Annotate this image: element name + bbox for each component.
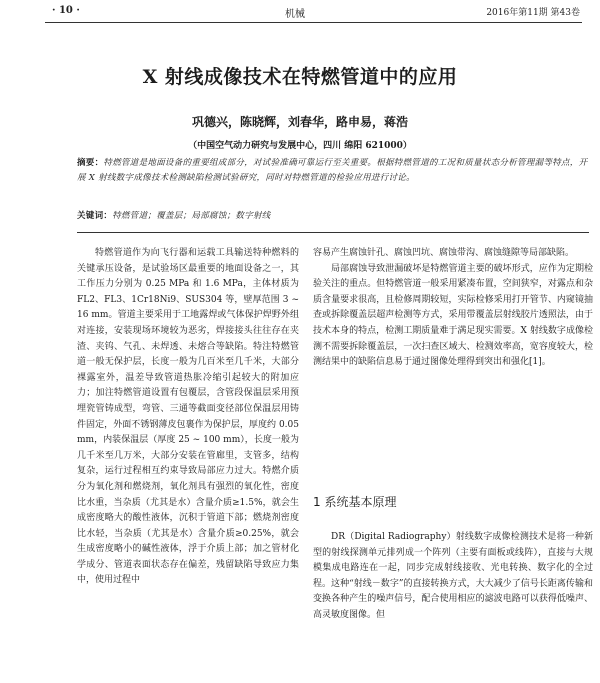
header-rule xyxy=(45,22,582,23)
issue-info: 2016年第11期 第43卷 xyxy=(486,8,580,18)
affiliation: （中国空气动力研究与发展中心，四川 绵阳 621000） xyxy=(188,141,412,151)
dr-paragraph: DR（Digital Radiography）射线数字成像检测技术是将一种新型的射线探测单元排列成一个阵列（主要有面板或线阵），直接与大规模集成电路连在一起，同步完成射线接收、光电转换、数字化的全过程。这种“射线－数字”的直接转换方式，大大减少了信号长距离传输和变换各种产生的噪声信号，配合使用相应的滤波电路可以获得低噪声、高灵敏度图像。但 xyxy=(313,532,593,620)
right-column-bottom xyxy=(313,530,593,624)
continued-paragraph: 容易产生腐蚀针孔、腐蚀凹坑、腐蚀带沟、腐蚀缝隙等局部缺陷。 xyxy=(313,248,575,258)
paper-title: X 射线成像技术在特燃管道中的应用 xyxy=(142,66,458,88)
journal-name: 机械 xyxy=(285,9,305,20)
page-number: · 10 · xyxy=(52,5,80,16)
keywords xyxy=(77,209,589,221)
abstract-text: 特燃管道是地面设备的重要组成部分，对试验准确可靠运行至关重要。根据特燃管道的工况和质量状态分析管理漏等特点，开展 X 射线数字成像技术检测缺陷检测试验研究，同时对特燃管道的检验应用进行讨论。 xyxy=(77,158,588,183)
abstract-rule xyxy=(77,232,589,233)
abstract xyxy=(77,156,589,186)
keywords-label: 关键词： xyxy=(77,211,113,221)
section-heading: 1 系统基本原理 xyxy=(313,495,397,509)
keywords-text: 特燃管道；覆盖层；局部腐蚀；数字射线 xyxy=(112,211,271,221)
left-column xyxy=(77,246,299,589)
authors: 巩德兴，陈晓辉，刘春华，路申易，蒋浩 xyxy=(191,115,408,129)
right-column-top xyxy=(313,246,593,371)
corrosion-paragraph: 局部腐蚀导致泄漏破坏是特燃管道主要的破坏形式，应作为定期检验关注的重点。但特燃管道一般采用紧凑布置，空间狭窄，对露点和杂质含量要求很高，且检修周期较短，实际检修采用打开管节、内窥镜抽查或拆除覆盖层超声检测等方式，采用带覆盖层射线胶片透照法，由于技术本身的特点，检测工期质量难于满足现实需要。X 射线数字成像检测不需要拆除覆盖层，一次扫查区域大、检测效率高，宽容度较大，检测结果中的缺陷信息易于通过图像处理得到突出和强化[1]。 xyxy=(313,263,593,368)
abstract-label: 摘要： xyxy=(77,158,104,168)
intro-paragraph: 特燃管道作为向飞行器和运载工具输送特种燃料的关键承压设备，是试验场区最重要的地面设备之一，其工作压力分别为 0.25 MPa 和 1.6 MPa，主体材质为 FL2、FL3、1Cr18Ni9、SUS304 等，壁厚范围 3 ~ 16 mm。管道主要采用于工地露焊或气体保护焊野外组对连接，安装现场环境较为恶劣，焊接接头往往存在夹渣、夹钨、气孔、未焊透、未熔合等缺陷。特注特燃管道一般无保护层，长度一般为几百米至几千米，大部分裸露室外，温差导致管道热胀冷缩引起较大的附加应力；加注特燃管道设置有包覆层，含管段保温层采用预埋瓷管铸成型，弯管、三通等截面变径部位保温层用铸件固定，外面不锈钢薄皮包裹作为保护层，厚度约 0.05 mm，内装保温层（厚度 25 ~ 100 mm），长度一般为几千米至几万米，大部分安装在管廊里，支管多，结构复杂，运行过程相互约束导致局部应力过大。特燃介质分为氧化剂和燃烧剂，氧化剂具有强烈的氧化性，密度比水重，当杂质（尤其是水）含量介质≥1.5%，就会生成密度略大的酸性液体，沉积于管道下部；燃烧剂密度比水轻，当杂质（尤其是水）含量介质≥0.25%，就会生成密度略小的碱性液体，浮于介质上部；加之管材化学成分、管道表面状态存在偏差，残留缺陷导致应力集中，使用过程中 xyxy=(77,248,299,586)
